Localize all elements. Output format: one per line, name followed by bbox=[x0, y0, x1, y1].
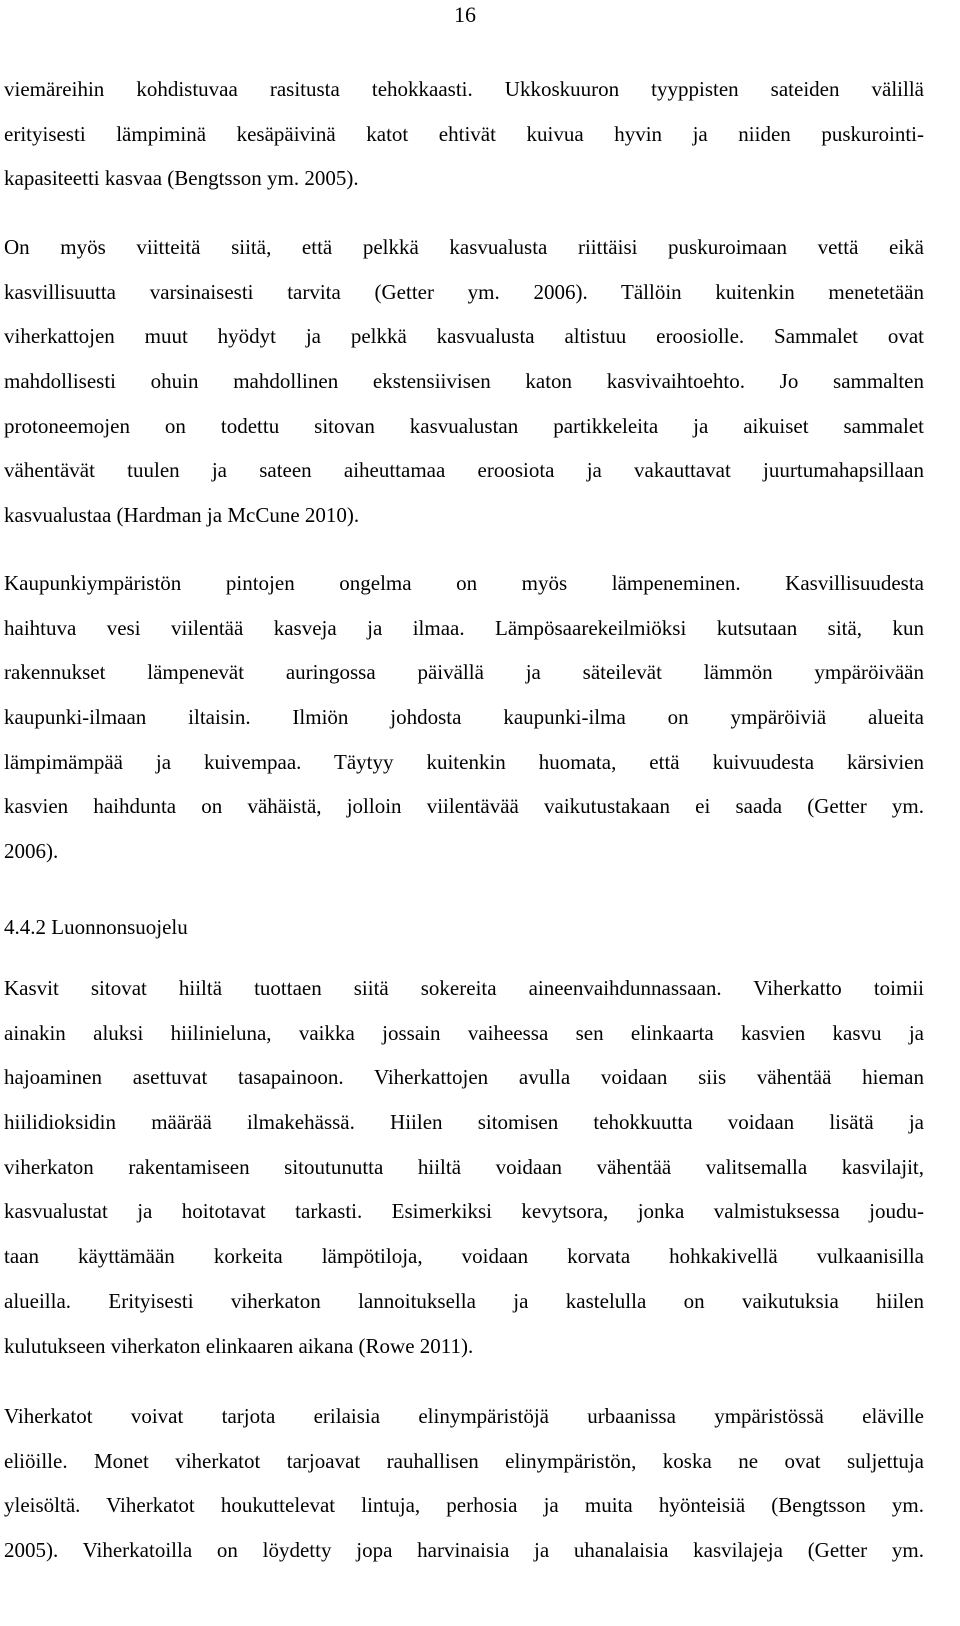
text-line: taan käyttämään korkeita lämpötiloja, voidaan korvata hohkakivellä vulkaanisilla bbox=[4, 1244, 924, 1269]
text-line: kasvualustat ja hoitotavat tarkasti. Esimerkiksi kevytsora, jonka valmistuksessa joudu- bbox=[4, 1199, 924, 1224]
text-line: kaupunki-ilmaan iltaisin. Ilmiön johdosta kaupunki-ilma on ympäröiviä alueita bbox=[4, 705, 924, 730]
text-line: 2006). bbox=[4, 839, 59, 864]
text-line: hiilidioksidin määrää ilmakehässä. Hiilen sitomisen tehokkuutta voidaan lisätä ja bbox=[4, 1110, 924, 1135]
text-line: kasvien haihdunta on vähäistä, jolloin viilentävää vaikutustakaan ei saada (Getter ym. bbox=[4, 794, 924, 819]
text-line: mahdollisesti ohuin mahdollinen ekstensiivisen katon kasvivaihtoehto. Jo sammalten bbox=[4, 369, 924, 394]
text-line: kasvualustaa (Hardman ja McCune 2010). bbox=[4, 503, 360, 528]
text-line: kulutukseen viherkaton elinkaaren aikana (Rowe 2011). bbox=[4, 1333, 474, 1358]
paragraph-urban-heat bbox=[4, 561, 924, 874]
text-line: viherkaton rakentamiseen sitoutunutta hiiltä voidaan vähentää valitsemalla kasvilajit, bbox=[4, 1154, 924, 1179]
text-line: Viherkatot voivat tarjota erilaisia elinympäristöjä urbaanissa ympäristössä eläville bbox=[4, 1404, 924, 1428]
text-line: haihtuva vesi viilentää kasveja ja ilmaa. Lämpösaarekeilmiöksi kutsutaan sitä, kun bbox=[4, 615, 924, 640]
text-line: erityisesti lämpiminä kesäpäivinä katot ehtivät kuivua hyvin ja niiden puskurointi- bbox=[4, 121, 924, 146]
text-line: ainakin aluksi hiilinieluna, vaikka jossain vaiheessa sen elinkaarta kasvien kasvu ja bbox=[4, 1020, 924, 1045]
text-line: protoneemojen on todettu sitovan kasvualustan partikkeleita ja aikuiset sammalet bbox=[4, 413, 924, 438]
text-line: kapasiteetti kasvaa (Bengtsson ym. 2005). bbox=[4, 166, 359, 191]
paragraph-carbon bbox=[4, 966, 924, 1368]
paragraph-substrate-mosses bbox=[4, 225, 924, 538]
text-line: Kasvit sitovat hiiltä tuottaen siitä sokereita aineenvaihdunnassaan. Viherkatto toimii bbox=[4, 976, 924, 1000]
section-heading: 4.4.2 Luonnonsuojelu bbox=[4, 915, 188, 939]
text-line: 2005). Viherkatoilla on löydetty jopa harvinaisia ja uhanalaisia kasvilajeja (Getter ym. bbox=[4, 1538, 924, 1563]
text-line: eliöille. Monet viherkatot tarjoavat rauhallisen elinympäristön, koska ne ovat suljettuja bbox=[4, 1448, 924, 1473]
text-line: rakennukset lämpenevät auringossa päivällä ja säteilevät lämmön ympäröivään bbox=[4, 660, 924, 685]
text-line: hajoaminen asettuvat tasapainoon. Viherkattojen avulla voidaan siis vähentää hieman bbox=[4, 1065, 924, 1090]
text-line: yleisöltä. Viherkatot houkuttelevat lintuja, perhosia ja muita hyönteisiä (Bengtsson ym. bbox=[4, 1493, 924, 1518]
text-line: On myös viitteitä siitä, että pelkkä kasvualusta riittäisi puskuroimaan vettä eikä bbox=[4, 235, 924, 259]
text-line: alueilla. Erityisesti viherkaton lannoituksella ja kastelulla on vaikutuksia hiilen bbox=[4, 1288, 924, 1313]
text-line: Kaupunkiympäristön pintojen ongelma on myös lämpeneminen. Kasvillisuudesta bbox=[4, 571, 924, 595]
paragraph-stormwater bbox=[4, 67, 924, 201]
page-number: 16 bbox=[454, 2, 476, 27]
text-line: viemäreihin kohdistuvaa rasitusta tehokkaasti. Ukkoskuuron tyyppisten sateiden välillä bbox=[4, 77, 924, 101]
text-line: viherkattojen muut hyödyt ja pelkkä kasvualusta altistuu eroosiolle. Sammalet ovat bbox=[4, 324, 924, 349]
text-line: lämpimämpää ja kuivempaa. Täytyy kuitenkin huomata, että kuivuudesta kärsivien bbox=[4, 749, 924, 774]
paragraph-habitats bbox=[4, 1394, 924, 1573]
text-line: vähentävät tuulen ja sateen aiheuttamaa eroosiota ja vakauttavat juurtumahapsillaan bbox=[4, 458, 924, 483]
text-line: kasvillisuutta varsinaisesti tarvita (Getter ym. 2006). Tällöin kuitenkin menetetään bbox=[4, 279, 924, 304]
